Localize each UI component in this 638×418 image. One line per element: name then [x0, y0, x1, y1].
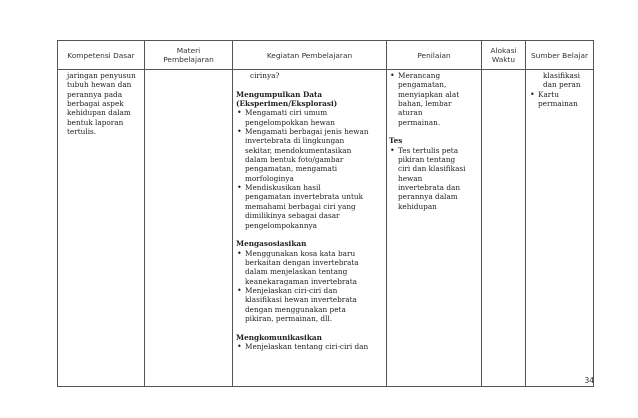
header-penilaian: Penilaian [387, 41, 482, 70]
kegiatan-content [233, 70, 386, 351]
materi-cell [145, 70, 233, 387]
list-item: • Mengamati berbagai jenis hewan invertebrata di lingkungan sekitar, mendokumentasikan dalam bentuk foto/gambar pengamatan, mengamati morfologinya [236, 127, 383, 183]
list-item: • Menjelaskan ciri-ciri dan klasifikasi hewan invertebrata dengan menggunakan peta pikiran, permainan, dll. [236, 286, 383, 323]
penilaian-list [389, 71, 478, 127]
sumber-list [529, 90, 590, 109]
sumber-content [526, 70, 593, 108]
penilaian-cell [387, 70, 482, 387]
kegiatan-section [236, 239, 383, 323]
page-number: 34 [584, 376, 594, 385]
list-item: • Menggunakan kosa kata baru berkaitan dengan invertebrata dalam menjelaskan tentang keanekaragaman invertebrata [236, 249, 383, 286]
kegiatan-section-list [236, 108, 383, 229]
penilaian-content [387, 70, 481, 211]
kegiatan-section [236, 333, 383, 352]
list-item: • Menjelaskan tentang ciri-ciri dan [236, 342, 383, 351]
header-sumber-belajar: Sumber Belajar [526, 41, 594, 70]
list-item: • Tes tertulis peta pikiran tentang ciri dan klasifikasi hewan invertebrata dan perannya dalam kehidupan [389, 146, 478, 211]
kompetensi-cell [58, 70, 145, 387]
header-materi-pembelajaran: Materi Pembelajaran [145, 41, 233, 70]
penilaian-tes-title: Tes [389, 136, 403, 146]
table-header-row [58, 41, 594, 70]
kegiatan-section-title: Mengkomunikasikan [236, 332, 322, 342]
table-row [58, 70, 594, 387]
list-item: • Kartu permainan [529, 90, 590, 109]
header-alokasi-waktu: Alokasi Waktu [482, 41, 526, 70]
penilaian-tes-list [389, 146, 478, 211]
alokasi-cell [482, 70, 526, 387]
kegiatan-continuation: cirinya? [250, 71, 280, 80]
header-kegiatan-pembelajaran: Kegiatan Pembelajaran [233, 41, 387, 70]
list-item: • Mendiskusikan hasil pengamatan invertebrata untuk memahami berbagai ciri yang dimilikinya sebagai dasar pengelompokannya [236, 183, 383, 230]
lesson-plan-table [57, 40, 594, 387]
kegiatan-section [236, 90, 383, 230]
sumber-continuation: klasifikasi dan peran [543, 71, 581, 90]
kegiatan-cell [233, 70, 387, 387]
kompetensi-text: jaringan penyusun tubuh hewan dan perannya pada berbagai aspek kehidupan dalam bentuk laporan tertulis. [67, 71, 136, 137]
kegiatan-section-list [236, 342, 383, 351]
kegiatan-section-list [236, 249, 383, 324]
header-kompetensi-dasar: Kompetensi Dasar [58, 41, 145, 70]
kegiatan-section-title: Mengasosiasikan [236, 239, 307, 249]
kegiatan-section-title: Mengumpulkan Data (Eksperimen/Eksplorasi) [236, 89, 338, 109]
sumber-cell [526, 70, 594, 387]
list-item: • Mengamati ciri umum pengelompokkan hewan [236, 108, 383, 127]
list-item: • Merancang pengamatan, menyiapkan alat bahan, lembar aturan permainan. [389, 71, 478, 127]
